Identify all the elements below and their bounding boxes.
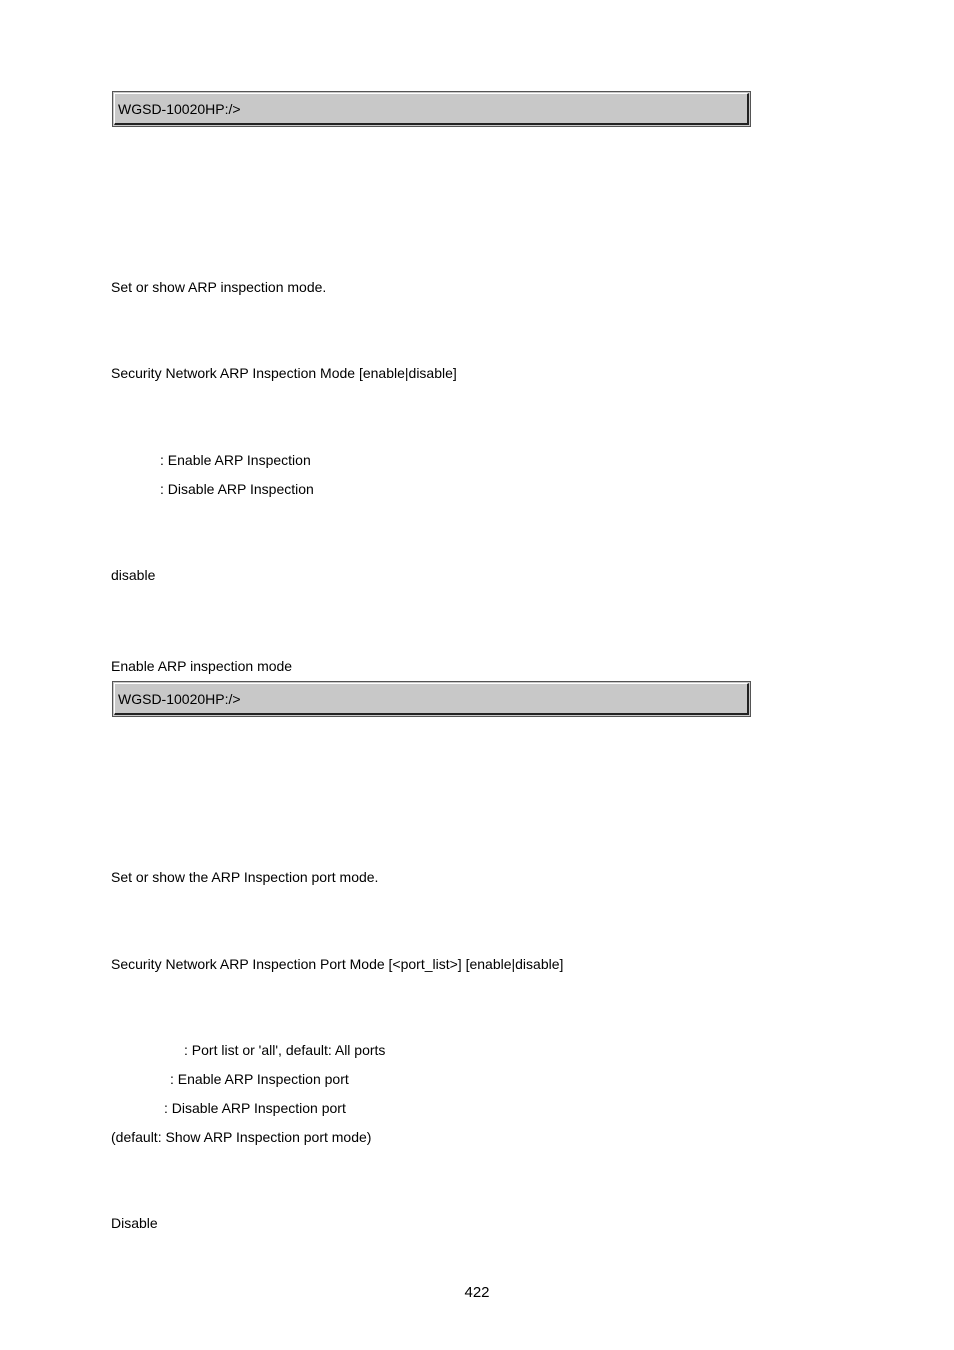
section1-param-disable: : Disable ARP Inspection bbox=[160, 481, 314, 497]
section2-syntax: Security Network ARP Inspection Port Mode [<port_list>] [enable|disable] bbox=[111, 956, 564, 972]
console-prompt: WGSD-10020HP:/> bbox=[118, 101, 241, 117]
console-prompt: WGSD-10020HP:/> bbox=[118, 691, 241, 707]
section2-param-port-list: : Port list or 'all', default: All ports bbox=[184, 1042, 386, 1058]
section1-description: Set or show ARP inspection mode. bbox=[111, 279, 327, 295]
section1-syntax: Security Network ARP Inspection Mode [enable|disable] bbox=[111, 365, 457, 381]
section2-description: Set or show the ARP Inspection port mode. bbox=[111, 869, 379, 885]
section1-param-enable: : Enable ARP Inspection bbox=[160, 452, 311, 468]
page-number: 422 bbox=[464, 1284, 490, 1301]
section2-param-enable: : Enable ARP Inspection port bbox=[170, 1071, 349, 1087]
section1-default: disable bbox=[111, 567, 156, 583]
console-box-example bbox=[112, 681, 751, 717]
section1-example-title: Enable ARP inspection mode bbox=[111, 658, 293, 674]
section2-default: Disable bbox=[111, 1215, 158, 1231]
section2-param-disable: : Disable ARP Inspection port bbox=[164, 1100, 346, 1116]
section2-param-default-note: (default: Show ARP Inspection port mode) bbox=[111, 1129, 372, 1145]
console-box-top bbox=[112, 91, 751, 127]
